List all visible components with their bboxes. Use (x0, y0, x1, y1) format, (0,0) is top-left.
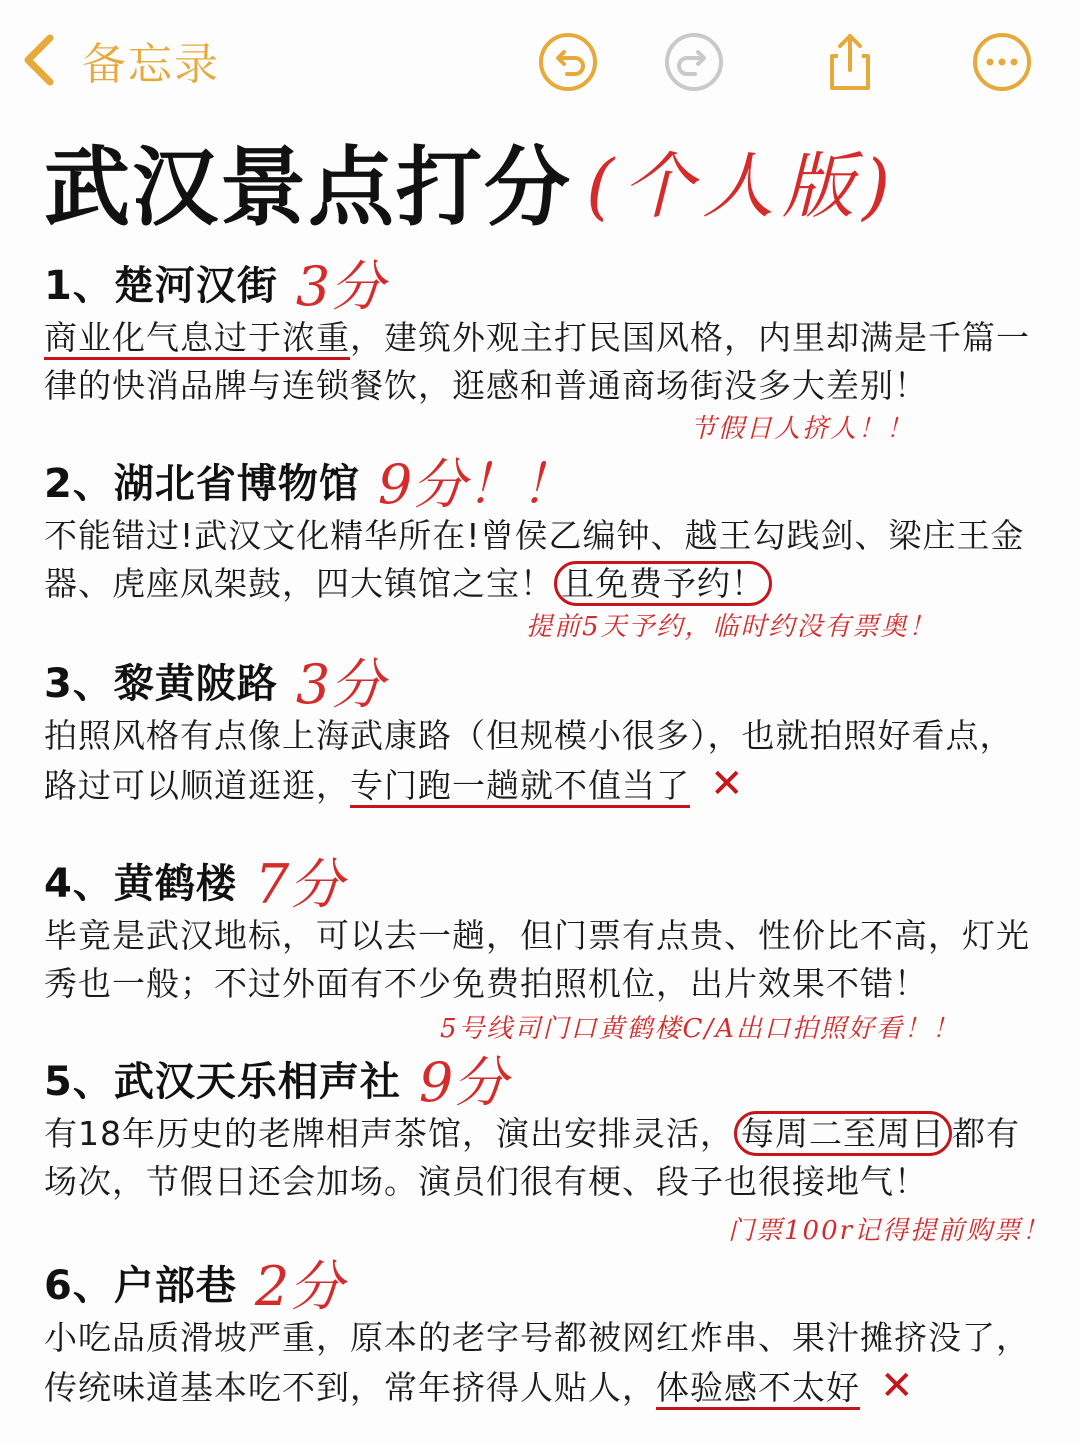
body-text: 不能错过!武汉文化精华所在!曾侯乙编钟、越王勾践剑、梁庄王金器、虎座凤架鼓，四大镇馆之宝！ (44, 516, 1025, 603)
chevron-left-icon (20, 32, 60, 88)
list-item-6 (44, 1250, 1044, 1412)
more-icon (970, 30, 1034, 94)
item-heading: 6、户部巷 (44, 1262, 237, 1309)
body-text: 小吃品质滑坡严重，原本的老字号都被网红炸串、果汁摊挤没了，传统味道基本吃不到，常年挤得人贴人， (44, 1318, 1030, 1407)
item-body (44, 512, 1044, 608)
circled-text: 且免费予约！ (554, 561, 772, 606)
list-item-5 (44, 1046, 1044, 1206)
item-heading: 3、黎黄陂路 (44, 660, 278, 707)
note-title-row (44, 130, 899, 238)
note-title: 武汉景点打分 (44, 138, 572, 238)
handwritten-note-4: 5号线司门口黄鹤楼C/A出口拍照好看！！ (440, 1014, 960, 1044)
item-score: 9分！！ (377, 452, 575, 516)
body-text: ，建筑外观主打民国风格，内里却满是千篇一律的快消品牌与连锁餐饮，逛感和普通商场街没多大差别！ (44, 318, 1030, 405)
cross-mark-icon: ✕ (880, 1363, 915, 1409)
undo-button[interactable] (536, 30, 600, 94)
underlined-text: 专门跑一趟就不值当了 (350, 766, 690, 808)
list-item-4 (44, 848, 1044, 1008)
item-body (44, 712, 1044, 810)
item-score: 7分 (254, 852, 344, 916)
cross-mark-icon: ✕ (710, 761, 745, 807)
redo-icon (662, 30, 726, 94)
list-item-1 (44, 250, 1044, 410)
item-body (44, 1314, 1044, 1412)
underlined-text: 体验感不太好 (656, 1368, 860, 1410)
body-text: 拍照风格有点像上海武康路（但规模小很多），也就拍照好看点，路过可以顺道逛逛， (44, 716, 1014, 805)
redo-button[interactable] (662, 30, 726, 94)
handwritten-note-5: 门票100r记得提前购票！ (728, 1216, 1051, 1246)
back-label: 备忘录 (82, 39, 220, 90)
body-text: 都有场次，节假日还会加场。演员们很有梗、段子也很接地气！ (44, 1114, 1020, 1201)
list-item-2 (44, 448, 1044, 608)
undo-icon (536, 30, 600, 94)
list-item-3 (44, 648, 1044, 810)
top-toolbar (0, 0, 1080, 120)
underlined-text: 商业化气息过于浓重 (44, 318, 350, 360)
item-heading: 2、湖北省博物馆 (44, 460, 360, 507)
back-button[interactable] (20, 28, 220, 92)
item-body (44, 314, 1044, 410)
item-score: 9分 (418, 1050, 508, 1114)
handwritten-note-2: 提前5天予约，临时约没有票奥！ (526, 612, 937, 642)
item-score: 3分 (295, 652, 385, 716)
item-score: 2分 (254, 1254, 344, 1318)
item-body: 毕竟是武汉地标，可以去一趟，但门票有点贵、性价比不高，灯光秀也一般；不过外面有不少免费拍照机位，出片效果不错！ (44, 916, 1030, 1003)
item-score: 3分 (295, 254, 385, 318)
share-button[interactable] (818, 30, 882, 94)
item-heading: 1、楚河汉街 (44, 262, 278, 309)
more-button[interactable] (970, 30, 1034, 94)
item-body (44, 1110, 1044, 1206)
item-heading: 4、黄鹤楼 (44, 860, 237, 907)
title-annotation: (个人版) (586, 144, 899, 228)
item-heading: 5、武汉天乐相声社 (44, 1058, 401, 1105)
circled-text: 每周二至周日 (734, 1111, 952, 1156)
handwritten-note-1: 节假日人挤人！！ (690, 414, 915, 444)
body-text: 有18年历史的老牌相声茶馆，演出安排灵活， (44, 1114, 734, 1153)
share-icon (818, 30, 882, 94)
